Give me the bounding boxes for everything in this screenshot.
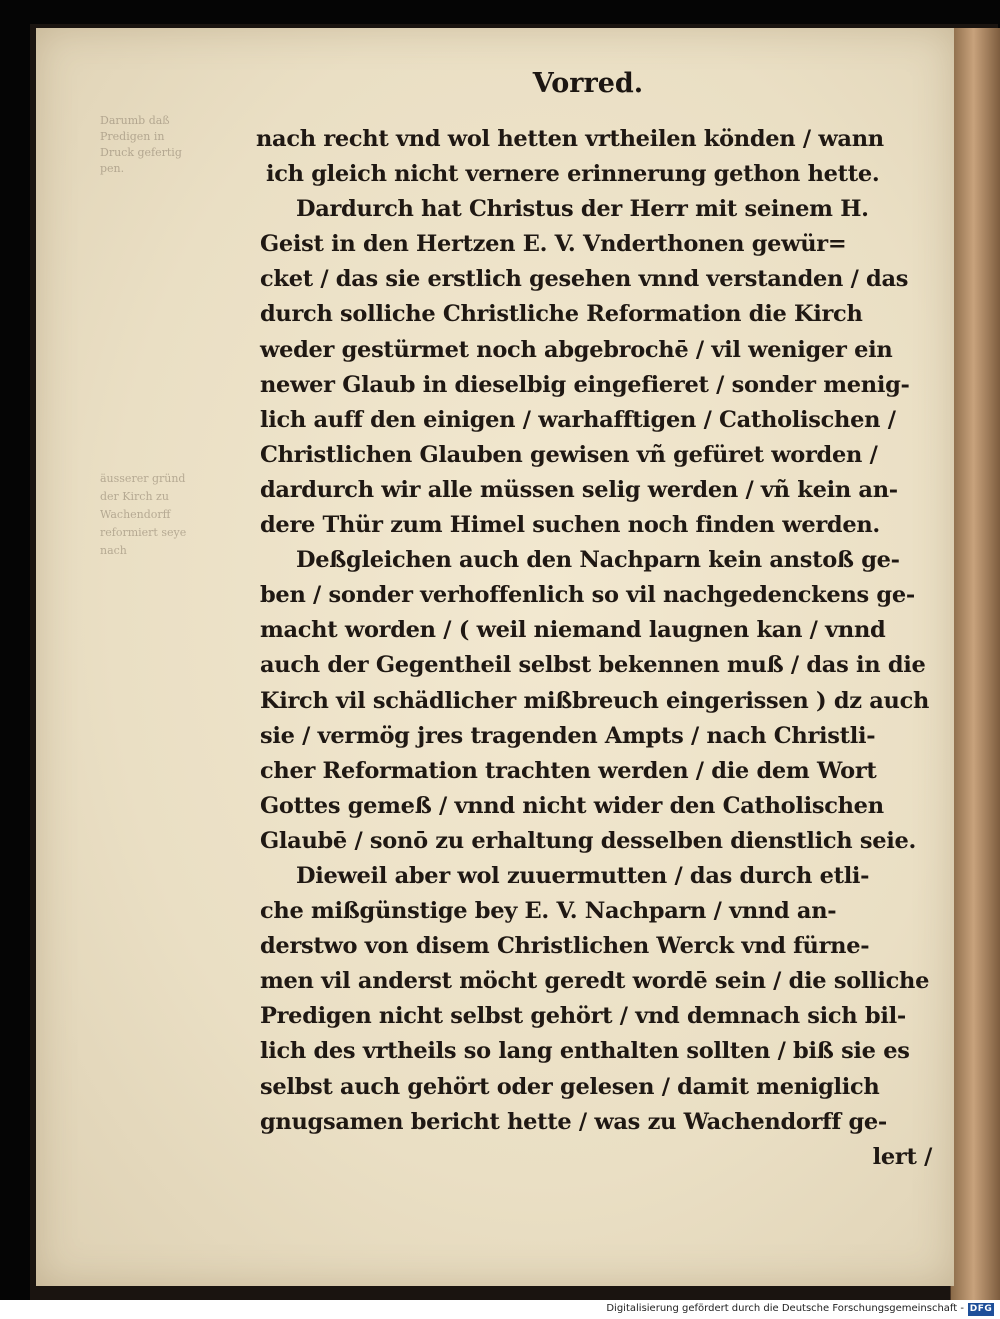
bleed-text: Predigen in: [100, 130, 165, 143]
text-line: nach recht vnd wol hetten vrtheilen könden / wann: [256, 126, 884, 152]
text-line: men vil anderst möcht geredt wordē sein / die solliche: [260, 968, 930, 995]
text-line: selbst auch gehört oder gelesen / damit meniglich: [260, 1073, 880, 1100]
text-line: newer Glaub in dieselbig eingefieret / sonder menig-: [260, 371, 910, 398]
text-line: lich des vrtheils so lang enthalten sollten / biß sie es: [260, 1038, 910, 1065]
text-line: dere Thür zum Himel suchen noch finden werden.: [260, 512, 880, 539]
text-line: Glaubē / sonō zu erhaltung desselben dienstlich seie.: [260, 827, 917, 854]
text-line: dardurch wir alle müssen selig werden / vñ kein an-: [260, 476, 898, 503]
text-line: macht worden / ( weil niemand laugnen kan / vnnd: [260, 617, 886, 644]
funding-credit: Digitalisierung gefördert durch die Deutsche Forschungsgemeinschaft -: [606, 1303, 964, 1314]
catchword: lert /: [872, 1143, 932, 1170]
paragraph-start-line: Dieweil aber wol zuuermutten / das durch etli-: [296, 862, 870, 889]
text-line: Christlichen Glauben gewisen vñ gefüret worden /: [260, 441, 878, 468]
bleed-text: nach: [100, 544, 127, 557]
bleed-text: äusserer gründ: [100, 472, 186, 485]
running-head: Vorred.: [532, 68, 644, 99]
paragraph-start-line: Dardurch hat Christus der Herr mit seinem H.: [296, 196, 869, 223]
text-line: Gottes gemeß / vnnd nicht wider den Catholischen: [260, 792, 884, 819]
text-line: weder gestürmet noch abgebrochē / vil weniger ein: [260, 336, 893, 363]
text-line: derstwo von disem Christlichen Werck vnd fürne-: [260, 933, 870, 960]
text-line: ich gleich nicht vernere erinnerung gethon hette.: [266, 161, 880, 188]
text-line: che mißgünstige bey E. V. Nachparn / vnnd an-: [260, 898, 837, 925]
text-line: Predigen nicht selbst gehört / vnd demnach sich bil-: [260, 1003, 906, 1030]
bleed-text: Wachendorff: [100, 508, 171, 521]
bleed-text: pen.: [100, 162, 125, 175]
text-line: sie / vermög jres tragenden Ampts / nach Christli-: [260, 722, 876, 749]
footer-bar: [0, 1300, 1000, 1319]
text-line: Geist in den Hertzen E. V. Vnderthonen gewür=: [260, 231, 847, 258]
text-line: cket / das sie erstlich gesehen vnnd verstanden / das: [260, 266, 909, 293]
text-line: ben / sonder verhoffenlich so vil nachgedenckens ge-: [260, 582, 915, 609]
bleed-text: Darumb daß: [100, 114, 170, 127]
paragraph-start-line: Deßgleichen auch den Nachparn kein anstoß ge-: [296, 547, 900, 574]
text-block: [256, 122, 946, 1175]
text-line: auch der Gegentheil selbst bekennen muß / das in die: [260, 652, 926, 679]
bleed-text: der Kirch zu: [100, 490, 169, 503]
bleed-text: Druck gefertig: [100, 146, 182, 159]
text-line: lich auff den einigen / warhafftigen / Catholischen /: [260, 406, 896, 433]
text-line: Kirch vil schädlicher mißbreuch eingerissen ) dz auch: [260, 687, 930, 714]
text-line: cher Reformation trachten werden / die dem Wort: [260, 757, 877, 784]
text-line: durch solliche Christliche Reformation die Kirch: [260, 301, 863, 328]
bleed-through-margin: [100, 100, 187, 600]
text-line: gnugsamen bericht hette / was zu Wachendorff ge-: [260, 1108, 887, 1135]
dfg-logo: DFG: [969, 1304, 993, 1314]
book-spine: [950, 28, 1000, 1300]
bleed-text: reformiert seye: [100, 526, 187, 539]
